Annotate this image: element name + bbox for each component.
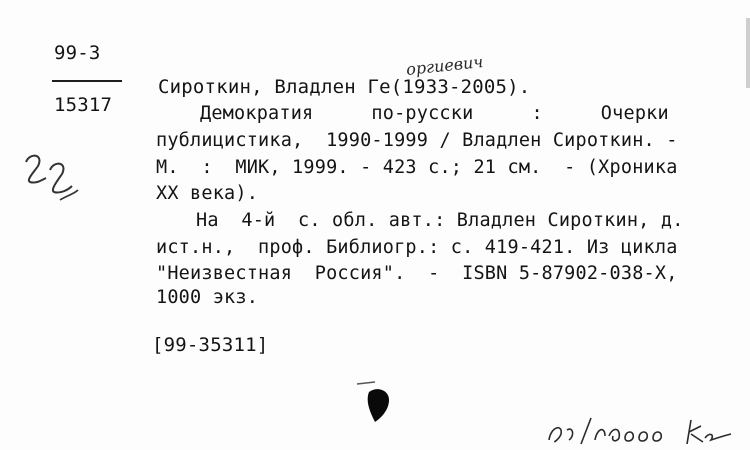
note-line: ист.н., проф. Библиогр.: с. 419-421. Из цикла xyxy=(156,237,678,258)
accession-number: 15317 xyxy=(54,94,113,116)
handwritten-date-note xyxy=(545,410,745,448)
copies-line: 1000 экз. xyxy=(156,287,259,308)
series-line: XX века). xyxy=(156,183,259,204)
author-name: Сироткин, Владлен Ге xyxy=(158,76,391,98)
description-line: публицистика, 1990-1999 / Владлен Сироткин. - xyxy=(156,130,678,151)
isbn-line: "Неизвестная Россия". - ISBN 5-87902-038-X, xyxy=(156,263,678,284)
call-number: [99-35311] xyxy=(152,334,269,356)
divider-line xyxy=(52,80,122,82)
note-line: На 4-й с. обл. авт.: Владлен Сироткин, д. xyxy=(196,210,684,231)
handwritten-patronymic: оргиевич xyxy=(405,52,485,79)
catalog-code: 99-3 xyxy=(54,42,101,64)
card-edge-shadow xyxy=(746,18,750,88)
ink-blot xyxy=(355,378,405,426)
author-line xyxy=(158,76,530,98)
title-line: Демократия по-русски : Очерки xyxy=(200,103,669,124)
handwritten-margin-note xyxy=(20,150,90,210)
author-dates: (1933-2005). xyxy=(390,76,531,98)
imprint-line: М. : МИК, 1999. - 423 с.; 21 см. - (Хроника xyxy=(156,157,678,178)
